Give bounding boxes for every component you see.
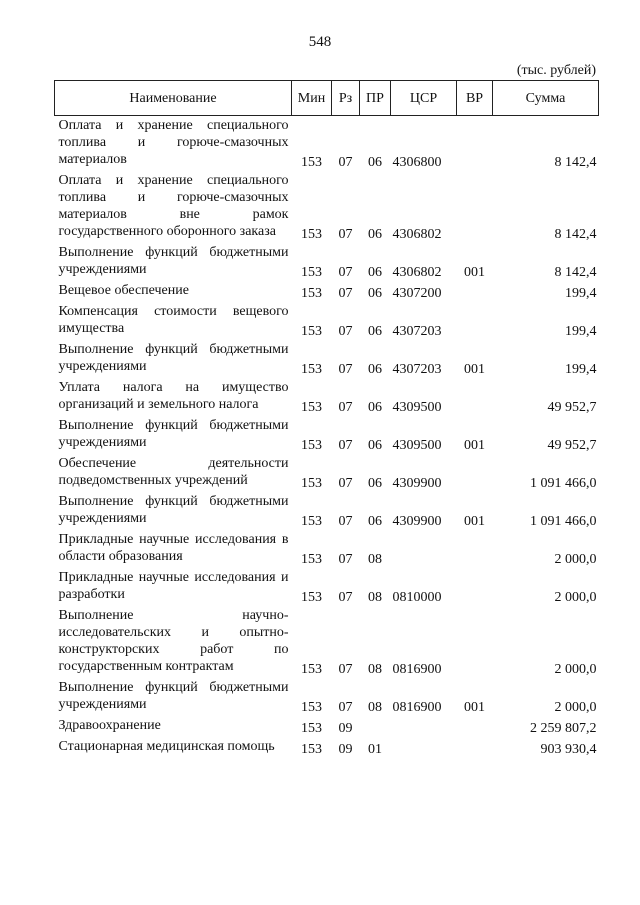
cell-csr: 4306800 <box>392 155 442 170</box>
cell-name: Выполнение научно-исследовательских и опытно-конструкторских работ по государственным контрактам <box>58 608 289 674</box>
table-row <box>55 281 599 302</box>
cell-vr: 001 <box>464 514 485 529</box>
cell-vr <box>457 716 493 737</box>
table-body <box>55 116 599 759</box>
cell-pr: 08 <box>368 590 382 605</box>
table-row <box>55 116 599 172</box>
table-row <box>55 454 599 492</box>
header-sum: Сумма <box>493 81 599 116</box>
cell-sum: 1 091 466,0 <box>530 514 597 529</box>
cell-min: 153 <box>301 552 322 567</box>
table-row <box>55 378 599 416</box>
cell-vr: 001 <box>464 362 485 377</box>
cell-rz: 07 <box>338 400 353 415</box>
table-row <box>55 678 599 716</box>
cell-csr: 4306802 <box>392 265 442 280</box>
cell-min: 153 <box>301 227 322 242</box>
cell-csr: 4307200 <box>392 286 442 301</box>
cell-vr <box>457 302 493 340</box>
cell-pr: 06 <box>368 324 382 339</box>
cell-vr <box>457 454 493 492</box>
cell-pr: 06 <box>368 362 382 377</box>
table-row <box>55 530 599 568</box>
cell-pr <box>360 716 391 737</box>
cell-rz: 09 <box>338 742 353 757</box>
cell-min: 153 <box>301 700 322 715</box>
cell-pr: 08 <box>368 552 382 567</box>
cell-name: Стационарная медицинская помощь <box>58 739 275 754</box>
cell-min: 153 <box>301 721 322 736</box>
cell-name: Прикладные научные исследования и разработки <box>58 570 289 602</box>
header-min: Мин <box>292 81 332 116</box>
cell-name: Уплата налога на имущество организаций и земельного налога <box>58 380 289 412</box>
cell-pr: 06 <box>368 265 382 280</box>
cell-rz: 07 <box>338 552 353 567</box>
cell-min: 153 <box>301 438 322 453</box>
cell-csr: 4307203 <box>392 324 442 339</box>
cell-sum: 199,4 <box>565 324 597 339</box>
cell-vr <box>457 281 493 302</box>
cell-sum: 49 952,7 <box>547 400 597 415</box>
cell-rz: 07 <box>338 324 353 339</box>
cell-csr: 0810000 <box>392 590 442 605</box>
cell-sum: 2 000,0 <box>554 552 597 567</box>
cell-name: Выполнение функций бюджетными учреждениями <box>58 418 289 450</box>
cell-pr: 06 <box>368 286 382 301</box>
cell-sum: 49 952,7 <box>547 438 597 453</box>
cell-name: Здравоохранение <box>58 718 161 733</box>
cell-min: 153 <box>301 742 322 757</box>
cell-name: Вещевое обеспечение <box>58 283 189 298</box>
cell-csr: 0816900 <box>392 700 442 715</box>
cell-rz: 07 <box>338 155 353 170</box>
cell-min: 153 <box>301 476 322 491</box>
cell-pr: 06 <box>368 155 382 170</box>
cell-name: Оплата и хранение специального топлива и горюче-смазочных материалов вне рамок государственного оборонного заказа <box>58 173 289 239</box>
cell-rz: 07 <box>338 476 353 491</box>
header-csr: ЦСР <box>391 81 457 116</box>
cell-csr: 4307203 <box>392 362 442 377</box>
cell-rz: 09 <box>338 721 353 736</box>
cell-min: 153 <box>301 324 322 339</box>
cell-rz: 07 <box>338 265 353 280</box>
cell-rz: 07 <box>338 662 353 677</box>
table-row <box>55 716 599 737</box>
cell-min: 153 <box>301 514 322 529</box>
cell-csr: 4309900 <box>392 476 442 491</box>
cell-csr: 0816900 <box>392 662 442 677</box>
cell-csr: 4309500 <box>392 400 442 415</box>
cell-sum: 199,4 <box>565 286 597 301</box>
table-row <box>55 606 599 678</box>
cell-pr: 08 <box>368 662 382 677</box>
cell-csr: 4309500 <box>392 438 442 453</box>
cell-name: Прикладные научные исследования в области образования <box>58 532 289 564</box>
cell-vr <box>457 171 493 243</box>
cell-csr: 4306802 <box>392 227 442 242</box>
cell-pr: 06 <box>368 227 382 242</box>
cell-pr: 01 <box>368 742 382 757</box>
cell-sum: 8 142,4 <box>554 265 597 280</box>
units-label: (тыс. рублей) <box>516 63 596 78</box>
cell-csr: 4309900 <box>392 514 442 529</box>
header-name: Наименование <box>55 81 292 116</box>
cell-min: 153 <box>301 265 322 280</box>
cell-sum: 2 000,0 <box>554 662 597 677</box>
cell-vr: 001 <box>464 265 485 280</box>
table-row <box>55 340 599 378</box>
cell-name: Обеспечение деятельности подведомственных учреждений <box>58 456 289 488</box>
table-row <box>55 492 599 530</box>
cell-min: 153 <box>301 155 322 170</box>
cell-rz: 07 <box>338 700 353 715</box>
cell-sum: 8 142,4 <box>554 155 597 170</box>
cell-csr <box>391 530 457 568</box>
header-rz: Рз <box>332 81 360 116</box>
cell-vr <box>457 530 493 568</box>
cell-name: Выполнение функций бюджетными учреждениями <box>58 245 289 277</box>
header-pr: ПР <box>360 81 391 116</box>
cell-pr: 06 <box>368 438 382 453</box>
table-header-row <box>55 81 599 116</box>
table-row <box>55 171 599 243</box>
header-vr: ВР <box>457 81 493 116</box>
cell-vr <box>457 378 493 416</box>
table-row <box>55 243 599 281</box>
cell-vr <box>457 606 493 678</box>
cell-pr: 06 <box>368 400 382 415</box>
table-row <box>55 737 599 758</box>
table-row <box>55 568 599 606</box>
table-row <box>55 302 599 340</box>
cell-name: Выполнение функций бюджетными учреждениями <box>58 494 289 526</box>
cell-min: 153 <box>301 362 322 377</box>
cell-vr <box>457 737 493 758</box>
cell-sum: 903 930,4 <box>540 742 597 757</box>
cell-min: 153 <box>301 662 322 677</box>
cell-sum: 2 000,0 <box>554 590 597 605</box>
budget-table <box>54 80 599 758</box>
cell-pr: 06 <box>368 514 382 529</box>
cell-sum: 1 091 466,0 <box>530 476 597 491</box>
cell-vr <box>457 568 493 606</box>
cell-rz: 07 <box>338 227 353 242</box>
cell-sum: 2 000,0 <box>554 700 597 715</box>
cell-csr <box>391 716 457 737</box>
cell-name: Компенсация стоимости вещевого имущества <box>58 304 289 336</box>
cell-rz: 07 <box>338 514 353 529</box>
cell-name: Выполнение функций бюджетными учреждениями <box>58 680 289 712</box>
cell-sum: 2 259 807,2 <box>530 721 597 736</box>
cell-rz: 07 <box>338 286 353 301</box>
cell-rz: 07 <box>338 590 353 605</box>
cell-name: Оплата и хранение специального топлива и горюче-смазочных материалов <box>58 118 289 167</box>
cell-min: 153 <box>301 590 322 605</box>
cell-vr <box>457 116 493 172</box>
cell-csr <box>391 737 457 758</box>
cell-pr: 08 <box>368 700 382 715</box>
cell-rz: 07 <box>338 362 353 377</box>
cell-pr: 06 <box>368 476 382 491</box>
cell-vr: 001 <box>464 700 485 715</box>
cell-sum: 199,4 <box>565 362 597 377</box>
cell-min: 153 <box>301 400 322 415</box>
cell-vr: 001 <box>464 438 485 453</box>
cell-sum: 8 142,4 <box>554 227 597 242</box>
table-row <box>55 416 599 454</box>
cell-name: Выполнение функций бюджетными учреждениями <box>58 342 289 374</box>
cell-min: 153 <box>301 286 322 301</box>
cell-rz: 07 <box>338 438 353 453</box>
page-number: 548 <box>308 34 332 50</box>
